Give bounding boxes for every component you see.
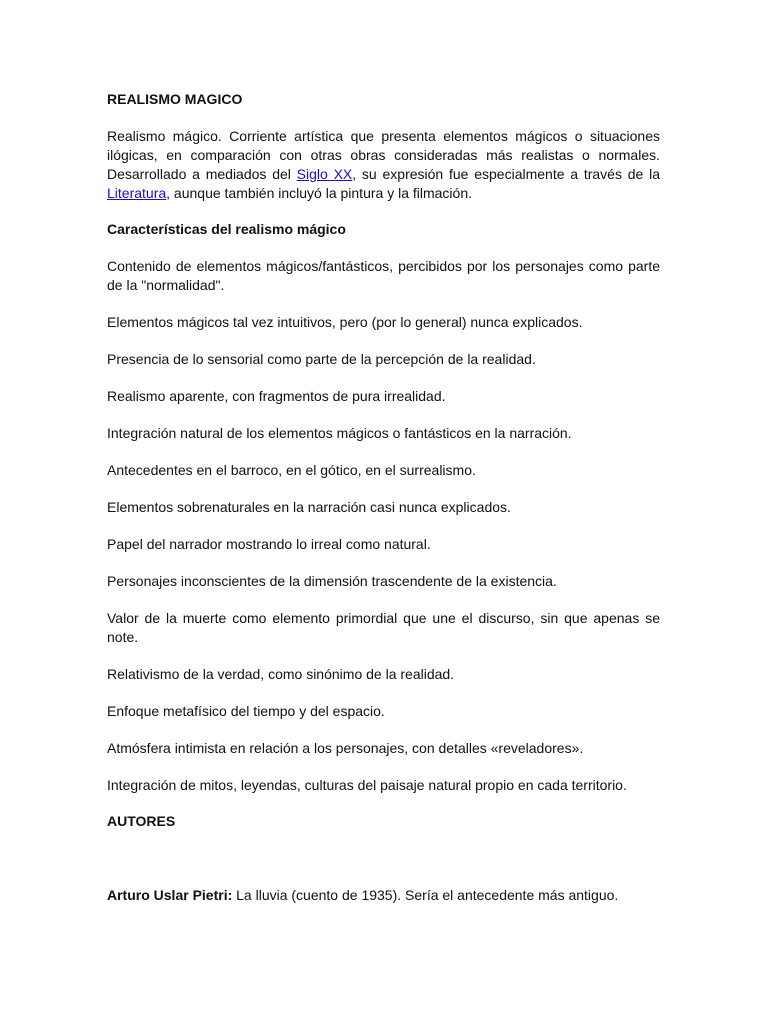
characteristic-item: Papel del narrador mostrando lo irreal como natural. [107, 536, 431, 552]
characteristic-item: Integración de mitos, leyendas, culturas del paisaje natural propio en cada territorio. [107, 777, 627, 793]
author-entry [107, 886, 660, 905]
characteristic-item: Atmósfera intimista en relación a los personajes, con detalles «reveladores». [107, 740, 584, 756]
characteristic-item: Relativismo de la verdad, como sinónimo de la realidad. [107, 666, 455, 682]
characteristic-item: Integración natural de los elementos mágicos o fantásticos en la narración. [107, 425, 572, 441]
characteristic-item: Contenido de elementos mágicos/fantásticos, percibidos por los personajes como parte de la "normalidad". [107, 258, 660, 293]
characteristic-item: Elementos sobrenaturales en la narración casi nunca explicados. [107, 499, 511, 515]
characteristics-heading: Características del realismo mágico [107, 221, 346, 237]
document-page [107, 90, 660, 905]
characteristic-item: Personajes inconscientes de la dimensión trascendente de la existencia. [107, 573, 557, 589]
authors-heading: AUTORES [107, 813, 176, 829]
author-work: La lluvia (cuento de 1935). Sería el antecedente más antiguo. [232, 887, 619, 903]
intro-paragraph [107, 127, 660, 203]
author-name: Arturo Uslar Pietri: [107, 887, 233, 903]
characteristic-item: Presencia de lo sensorial como parte de la percepción de la realidad. [107, 351, 536, 367]
characteristic-item: Enfoque metafísico del tiempo y del espacio. [107, 703, 385, 719]
intro-text-3: , aunque también incluyó la pintura y la filmación. [166, 185, 472, 201]
characteristic-item: Antecedentes en el barroco, en el gótico, en el surrealismo. [107, 462, 476, 478]
characteristic-item: Realismo aparente, con fragmentos de pura irrealidad. [107, 388, 446, 404]
intro-text-1: Realismo mágico. Corriente artística que presenta elementos mágicos o situaciones ilógicas, en comparación con otras obras consideradas más realistas o normales. Desarrollado a mediados del [107, 128, 660, 182]
siglo-xx-link[interactable]: Siglo XX [296, 166, 353, 182]
document-title: REALISMO MAGICO [107, 91, 243, 107]
characteristic-item: Elementos mágicos tal vez intuitivos, pero (por lo general) nunca explicados. [107, 314, 583, 330]
characteristic-item: Valor de la muerte como elemento primordial que une el discurso, sin que apenas se note. [107, 610, 660, 645]
intro-text-2: , su expresión fue especialmente a través de la [352, 166, 660, 182]
literatura-link[interactable]: Literatura [107, 185, 167, 201]
